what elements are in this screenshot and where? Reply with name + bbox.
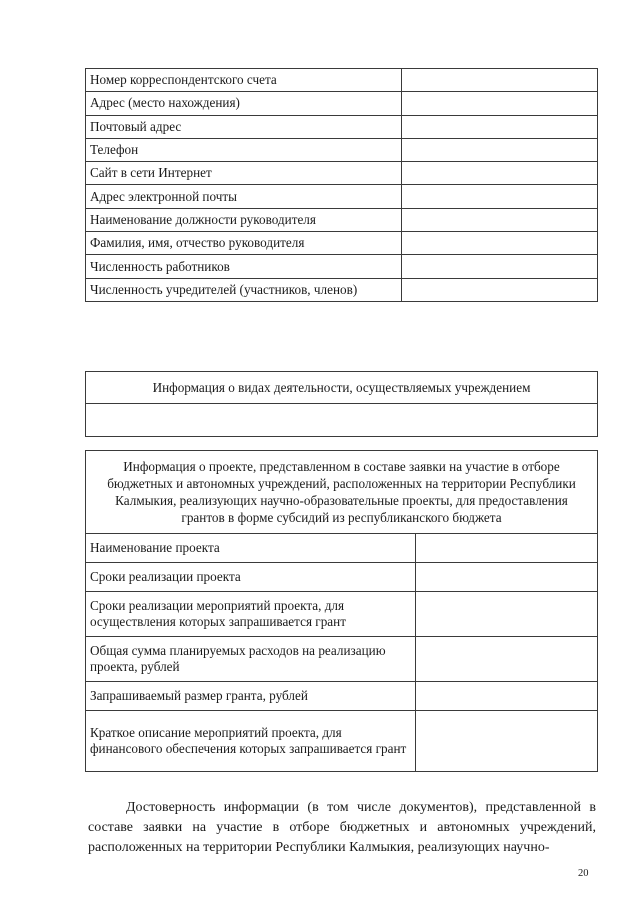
table-row xyxy=(86,69,598,92)
row-value-cell xyxy=(402,208,598,231)
row-label: Сроки реализации мероприятий проекта, для осуществления которых запрашивается грант xyxy=(86,592,416,637)
table-row xyxy=(86,534,598,563)
project-table-header: Информация о проекте, представленном в составе заявки на участие в отборе бюджетных и автономных учреждений, расположенных на территории Республики Калмыкия, реализующих научно-образовательные проекты, для предоставления грантов в форме субсидий из республиканского бюджета xyxy=(86,451,598,534)
row-label: Адрес (место нахождения) xyxy=(86,92,402,115)
activity-info-table xyxy=(85,371,598,437)
table-row xyxy=(86,185,598,208)
table-row xyxy=(86,92,598,115)
table-header-row xyxy=(86,372,598,404)
row-label: Почтовый адрес xyxy=(86,115,402,138)
table-row xyxy=(86,682,598,711)
table-row xyxy=(86,404,598,437)
project-info-table xyxy=(85,450,598,772)
row-label: Сроки реализации проекта xyxy=(86,563,416,592)
activity-table-header: Информация о видах деятельности, осуществляемых учреждением xyxy=(86,372,598,404)
row-label: Сайт в сети Интернет xyxy=(86,162,402,185)
table-row xyxy=(86,208,598,231)
table-row xyxy=(86,563,598,592)
row-value-cell xyxy=(416,682,598,711)
row-value-cell xyxy=(402,232,598,255)
table-row xyxy=(86,162,598,185)
row-label: Адрес электронной почты xyxy=(86,185,402,208)
table-row xyxy=(86,637,598,682)
table-row xyxy=(86,138,598,161)
row-label: Краткое описание мероприятий проекта, для финансового обеспечения которых запрашивается грант xyxy=(86,711,416,772)
table-row xyxy=(86,255,598,278)
row-label: Наименование должности руководителя xyxy=(86,208,402,231)
row-label: Численность работников xyxy=(86,255,402,278)
row-label: Фамилия, имя, отчество руководителя xyxy=(86,232,402,255)
row-value-cell xyxy=(416,563,598,592)
activity-value-cell xyxy=(86,404,598,437)
organization-info-table xyxy=(85,68,598,302)
body-paragraph: Достоверность информации (в том числе документов), представленной в составе заявки на участие в отборе бюджетных и автономных учреждений, расположенных на территории Республики Калмыкия, реализующих научно- xyxy=(88,800,596,855)
page-number: 20 xyxy=(578,868,589,879)
row-value-cell xyxy=(402,162,598,185)
row-label: Общая сумма планируемых расходов на реализацию проекта, рублей xyxy=(86,637,416,682)
row-value-cell xyxy=(416,534,598,563)
row-label: Численность учредителей (участников, членов) xyxy=(86,278,402,301)
table-header-row xyxy=(86,451,598,534)
row-label: Запрашиваемый размер гранта, рублей xyxy=(86,682,416,711)
row-label: Наименование проекта xyxy=(86,534,416,563)
row-value-cell xyxy=(416,637,598,682)
row-value-cell xyxy=(402,185,598,208)
row-value-cell xyxy=(402,255,598,278)
row-label: Номер корреспондентского счета xyxy=(86,69,402,92)
table-row xyxy=(86,278,598,301)
table-row xyxy=(86,711,598,772)
table-row xyxy=(86,232,598,255)
table-row xyxy=(86,592,598,637)
row-value-cell xyxy=(402,278,598,301)
row-value-cell xyxy=(416,711,598,772)
row-value-cell xyxy=(416,592,598,637)
row-value-cell xyxy=(402,92,598,115)
row-value-cell xyxy=(402,69,598,92)
row-value-cell xyxy=(402,115,598,138)
table-row xyxy=(86,115,598,138)
row-label: Телефон xyxy=(86,138,402,161)
row-value-cell xyxy=(402,138,598,161)
